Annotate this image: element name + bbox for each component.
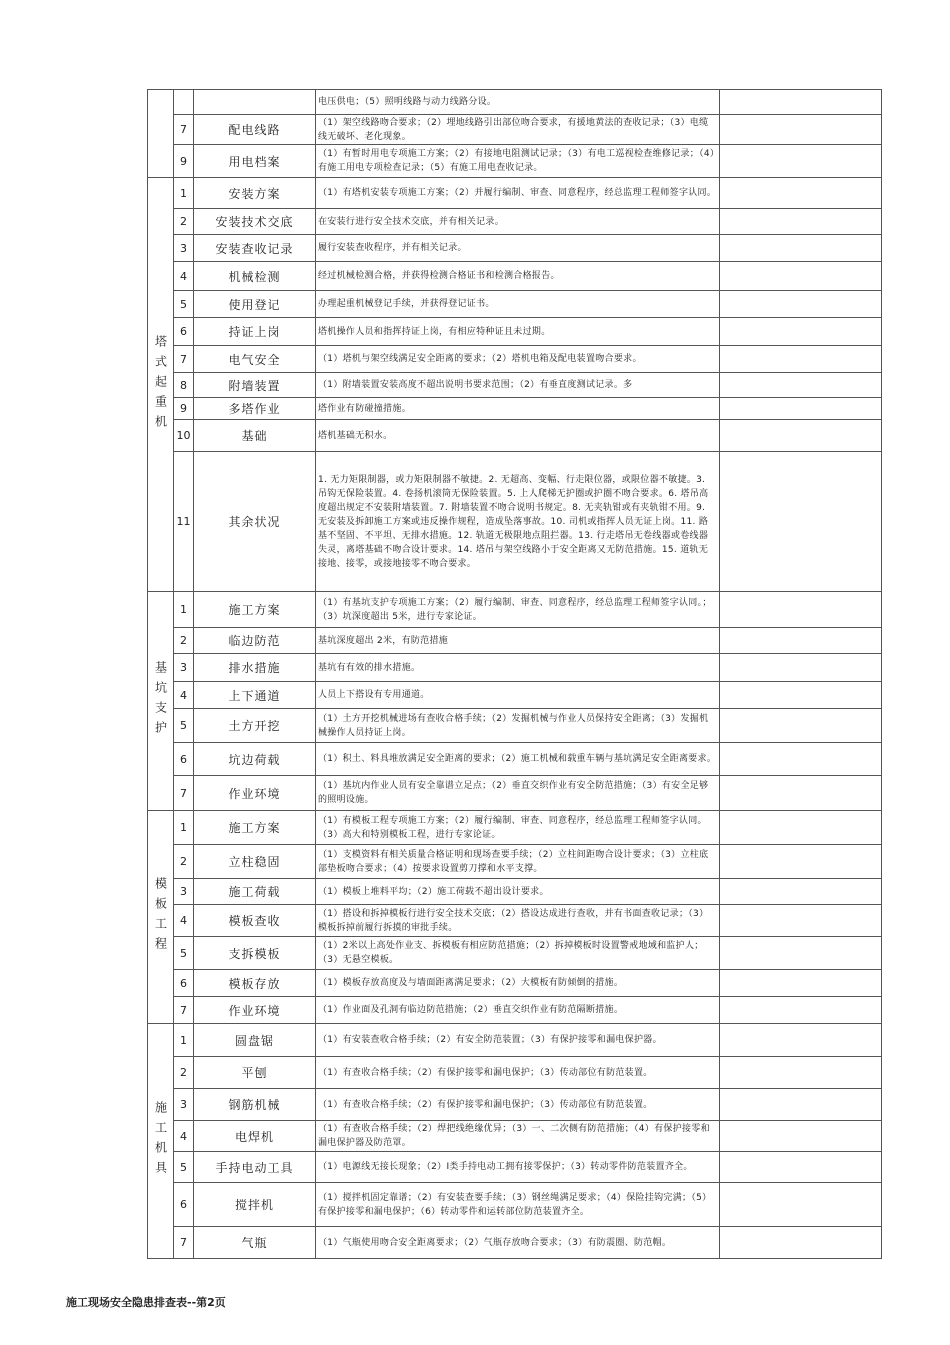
result-cell — [720, 115, 882, 145]
inspection-criteria: 塔作业有防碰撞措施。 — [316, 398, 720, 420]
row-number: 1 — [174, 1024, 194, 1057]
row-number: 1 — [174, 178, 194, 209]
inspection-item: 施工方案 — [194, 592, 316, 628]
row-number: 1 — [174, 811, 194, 845]
row-number: 7 — [174, 346, 194, 373]
row-number: 3 — [174, 235, 194, 262]
inspection-criteria: 履行安装查收程序，并有相关记录。 — [316, 235, 720, 262]
inspection-criteria: （1）有查收合格手续；（2）有保护接零和漏电保护；（3）传动部位有防范装置。 — [316, 1089, 720, 1121]
inspection-criteria: （1）搅拌机固定靠谱；（2）有安装查要手续；（3）钢丝绳满足要求；（4）保险挂钩完满；（5）有保护接零和漏电保护；（6）转动零件和运转部位防范装置齐全。 — [316, 1183, 720, 1227]
table-row — [148, 997, 882, 1024]
inspection-item: 临边防范 — [194, 628, 316, 654]
inspection-criteria: （1）作业面及孔洞有临边防范措施；（2）垂直交织作业有防范隔断措施。 — [316, 997, 720, 1024]
row-number: 2 — [174, 628, 194, 654]
result-cell — [720, 879, 882, 905]
table-row — [148, 452, 882, 592]
result-cell — [720, 1183, 882, 1227]
row-number: 3 — [174, 1089, 194, 1121]
inspection-item: 施工荷载 — [194, 879, 316, 905]
inspection-item: 多塔作业 — [194, 398, 316, 420]
table-row — [148, 879, 882, 905]
row-number — [174, 90, 194, 115]
table-row — [148, 1121, 882, 1152]
inspection-item: 安装方案 — [194, 178, 316, 209]
result-cell — [720, 709, 882, 743]
table-row — [148, 262, 882, 291]
row-number: 5 — [174, 709, 194, 743]
table-row — [148, 209, 882, 235]
result-cell — [720, 997, 882, 1024]
inspection-item: 立柱稳固 — [194, 845, 316, 879]
inspection-item: 支拆模板 — [194, 937, 316, 970]
inspection-item: 使用登记 — [194, 291, 316, 318]
table-row — [148, 1183, 882, 1227]
table-row — [148, 743, 882, 776]
result-cell — [720, 235, 882, 262]
table-row — [148, 373, 882, 398]
row-number: 6 — [174, 743, 194, 776]
result-cell — [720, 776, 882, 811]
category-cell: 模板工程 — [148, 811, 174, 1024]
result-cell — [720, 743, 882, 776]
inspection-item: 电气安全 — [194, 346, 316, 373]
result-cell — [720, 1024, 882, 1057]
row-number: 2 — [174, 1057, 194, 1089]
result-cell — [720, 592, 882, 628]
result-cell — [720, 90, 882, 115]
row-number: 5 — [174, 291, 194, 318]
result-cell — [720, 420, 882, 452]
row-number: 8 — [174, 373, 194, 398]
inspection-criteria: 在安装行进行安全技术交底，并有相关记录。 — [316, 209, 720, 235]
result-cell — [720, 970, 882, 997]
table-row — [148, 178, 882, 209]
result-cell — [720, 905, 882, 937]
inspection-item: 基础 — [194, 420, 316, 452]
inspection-item: 作业环境 — [194, 776, 316, 811]
table-row — [148, 654, 882, 682]
inspection-item: 施工方案 — [194, 811, 316, 845]
inspection-item: 安装技术交底 — [194, 209, 316, 235]
inspection-item: 电焊机 — [194, 1121, 316, 1152]
inspection-criteria: 经过机械检测合格，并获得检测合格证书和检测合格报告。 — [316, 262, 720, 291]
category-cell: 施工机具 — [148, 1024, 174, 1259]
row-number: 10 — [174, 420, 194, 452]
table-row — [148, 90, 882, 115]
row-number: 5 — [174, 1152, 194, 1183]
inspection-criteria: （1）有塔机安装专项施工方案；（2）并履行编制、审查、同意程序，经总监理工程师签字认同。 — [316, 178, 720, 209]
inspection-item: 用电档案 — [194, 145, 316, 178]
row-number: 2 — [174, 209, 194, 235]
inspection-criteria: （1）土方开挖机械进场有查收合格手续；（2）发掘机械与作业人员保持安全距离；（3）发掘机械操作人员持证上岗。 — [316, 709, 720, 743]
inspection-criteria: （1）有查收合格手续；（2）焊把线绝缘优异；（3）一、二次侧有防范措施；（4）有保护接零和漏电保护器及防范罩。 — [316, 1121, 720, 1152]
inspection-criteria: （1）有模板工程专项施工方案；（2）履行编制、审查、同意程序，经总监理工程师签字认同。（3）高大和特别模板工程，进行专家论证。 — [316, 811, 720, 845]
result-cell — [720, 1152, 882, 1183]
table-row — [148, 318, 882, 346]
inspection-criteria: （1）附墙装置安装高度不超出说明书要求范围；（2）有垂直度测试记录。多 — [316, 373, 720, 398]
table-row — [148, 1227, 882, 1259]
inspection-item: 平刨 — [194, 1057, 316, 1089]
result-cell — [720, 682, 882, 709]
inspection-criteria: （1）模板上堆料平均；（2）施工荷载不超出设计要求。 — [316, 879, 720, 905]
result-cell — [720, 291, 882, 318]
inspection-item: 土方开挖 — [194, 709, 316, 743]
result-cell — [720, 811, 882, 845]
inspection-criteria: （1）气瓶使用吻合安全距离要求；（2）气瓶存放吻合要求；（3）有防震圈、防范帽。 — [316, 1227, 720, 1259]
inspection-item: 搅拌机 — [194, 1183, 316, 1227]
inspection-table — [147, 89, 882, 1259]
table-row — [148, 970, 882, 997]
result-cell — [720, 1089, 882, 1121]
row-number: 4 — [174, 262, 194, 291]
result-cell — [720, 845, 882, 879]
table-row — [148, 291, 882, 318]
inspection-item: 作业环境 — [194, 997, 316, 1024]
inspection-item: 持证上岗 — [194, 318, 316, 346]
table-row — [148, 420, 882, 452]
table-row — [148, 845, 882, 879]
row-number: 7 — [174, 997, 194, 1024]
row-number: 4 — [174, 905, 194, 937]
inspection-item: 排水措施 — [194, 654, 316, 682]
category-cell: 基坑支护 — [148, 592, 174, 811]
row-number: 6 — [174, 318, 194, 346]
inspection-item: 附墙装置 — [194, 373, 316, 398]
result-cell — [720, 654, 882, 682]
table-row — [148, 1057, 882, 1089]
table-row — [148, 398, 882, 420]
row-number: 6 — [174, 1183, 194, 1227]
inspection-criteria: （1）基坑内作业人员有安全靠谱立足点；（2）垂直交织作业有安全防范措施；（3）有安全足够的照明设施。 — [316, 776, 720, 811]
inspection-item: 上下通道 — [194, 682, 316, 709]
inspection-criteria: 电压供电；（5）照明线路与动力线路分设。 — [316, 90, 720, 115]
inspection-criteria: （1）塔机与架空线满足安全距离的要求；（2）塔机电箱及配电装置吻合要求。 — [316, 346, 720, 373]
inspection-criteria: （1）有安装查收合格手续；（2）有安全防范装置；（3）有保护接零和漏电保护器。 — [316, 1024, 720, 1057]
inspection-item: 坑边荷载 — [194, 743, 316, 776]
inspection-criteria: 塔机操作人员和指挥持证上岗，有相应特种证且未过期。 — [316, 318, 720, 346]
table-row — [148, 592, 882, 628]
result-cell — [720, 318, 882, 346]
inspection-criteria: 办理起重机械登记手续，并获得登记证书。 — [316, 291, 720, 318]
result-cell — [720, 346, 882, 373]
inspection-item: 模板存放 — [194, 970, 316, 997]
inspection-criteria: 基坑深度超出 2米，有防范措施 — [316, 628, 720, 654]
result-cell — [720, 1057, 882, 1089]
result-cell — [720, 937, 882, 970]
table-row — [148, 628, 882, 654]
inspection-item: 机械检测 — [194, 262, 316, 291]
result-cell — [720, 178, 882, 209]
row-number: 5 — [174, 937, 194, 970]
row-number: 7 — [174, 115, 194, 145]
row-number: 2 — [174, 845, 194, 879]
inspection-item: 钢筋机械 — [194, 1089, 316, 1121]
inspection-criteria: 塔机基础无积水。 — [316, 420, 720, 452]
table-row — [148, 115, 882, 145]
table-row — [148, 811, 882, 845]
table-row — [148, 346, 882, 373]
row-number: 1 — [174, 592, 194, 628]
row-number: 9 — [174, 398, 194, 420]
row-number: 7 — [174, 1227, 194, 1259]
result-cell — [720, 145, 882, 178]
row-number: 4 — [174, 682, 194, 709]
inspection-criteria: 基坑有有效的排水措施。 — [316, 654, 720, 682]
inspection-criteria: （1）支模资料有相关质量合格证明和现场查要手续；（2）立柱间距吻合设计要求；（3）立柱底部垫板吻合要求；（4）按要求设置剪刀撑和水平支撑。 — [316, 845, 720, 879]
inspection-item: 安装查收记录 — [194, 235, 316, 262]
result-cell — [720, 452, 882, 592]
inspection-criteria: （1）架空线路吻合要求；（2）埋地线路引出部位吻合要求，有援地黄法的查收记录；（3）电缆线无破坏、老化现象。 — [316, 115, 720, 145]
inspection-item: 手持电动工具 — [194, 1152, 316, 1183]
inspection-item — [194, 90, 316, 115]
row-number: 7 — [174, 776, 194, 811]
result-cell — [720, 262, 882, 291]
inspection-criteria: 1. 无力矩限制器，或力矩限制器不敏捷。2. 无超高、变幅、行走限位器，或限位器不敏捷。3. 吊钩无保险装置。4. 卷扬机滚筒无保险装置。5. 上人爬梯无护圈或护圈不吻合要求。6. 塔吊高度超出规定不安装附墙装置。7. 附墙装置不吻合说明书规定。8. 无夹轨钳或有夹轨钳不用。9. 无安装及拆卸施工方案或违反操作规程，造成坠落事故。10. 司机或指挥人员无证上岗。11. 路基不坚固、不平坦、无排水措施。12. 轨道无极限地点阻拦器。13. 行走塔吊无卷线器或卷线器失灵，离塔基础不吻合设计要求。14. 塔吊与架空线路小于安全距离又无防范措施。15. 道轨无接地、接零，或接地接零不吻合要求。 — [316, 452, 720, 592]
inspection-criteria: （1）搭设和拆掉模板行进行安全技术交底；（2）搭设达成进行查收，并有书面查收记录；（3）模板拆掉前履行拆摸的审批手续。 — [316, 905, 720, 937]
inspection-item: 配电线路 — [194, 115, 316, 145]
category-cell — [148, 90, 174, 178]
inspection-criteria: 人员上下搭设有专用通道。 — [316, 682, 720, 709]
table-row — [148, 709, 882, 743]
inspection-item: 圆盘锯 — [194, 1024, 316, 1057]
table-row — [148, 1089, 882, 1121]
page-footer: 施工现场安全隐患排查表--第2页 — [66, 1296, 226, 1309]
inspection-criteria: （1）模板存放高度及与墙面距离满足要求；（2）大模板有防倾倒的措施。 — [316, 970, 720, 997]
result-cell — [720, 398, 882, 420]
inspection-item: 气瓶 — [194, 1227, 316, 1259]
row-number: 6 — [174, 970, 194, 997]
inspection-criteria: （1）有暂时用电专项施工方案；（2）有接地电阻测试记录；（3）有电工巡视检查维修记录；（4）有施工用电专项检查记录；（5）有施工用电查收记录。 — [316, 145, 720, 178]
inspection-criteria: （1）积土、料具堆放满足安全距离的要求；（2）施工机械和载重车辆与基坑满足安全距离要求。 — [316, 743, 720, 776]
inspection-criteria: （1）电源线无接长现象；（2）Ⅰ类手持电动工拥有接零保护；（3）转动零件防范装置齐全。 — [316, 1152, 720, 1183]
result-cell — [720, 628, 882, 654]
table-row — [148, 937, 882, 970]
result-cell — [720, 1227, 882, 1259]
row-number: 11 — [174, 452, 194, 592]
category-cell: 塔式起重机 — [148, 178, 174, 592]
row-number: 3 — [174, 879, 194, 905]
table-row — [148, 1024, 882, 1057]
inspection-criteria: （1）有查收合格手续；（2）有保护接零和漏电保护；（3）传动部位有防范装置。 — [316, 1057, 720, 1089]
table-row — [148, 1152, 882, 1183]
inspection-item: 其余状况 — [194, 452, 316, 592]
table-row — [148, 235, 882, 262]
row-number: 4 — [174, 1121, 194, 1152]
table-row — [148, 905, 882, 937]
inspection-criteria: （1）2米以上高处作业支、拆模板有相应防范措施；（2）拆掉模板时设置警戒地域和监护人；（3）无悬空模板。 — [316, 937, 720, 970]
result-cell — [720, 373, 882, 398]
result-cell — [720, 209, 882, 235]
result-cell — [720, 1121, 882, 1152]
row-number: 9 — [174, 145, 194, 178]
table-row — [148, 145, 882, 178]
table-row — [148, 776, 882, 811]
row-number: 3 — [174, 654, 194, 682]
table-row — [148, 682, 882, 709]
inspection-item: 模板查收 — [194, 905, 316, 937]
inspection-criteria: （1）有基坑支护专项施工方案；（2）履行编制、审查、同意程序，经总监理工程师签字认同。；（3）坑深度超出 5米，进行专家论证。 — [316, 592, 720, 628]
